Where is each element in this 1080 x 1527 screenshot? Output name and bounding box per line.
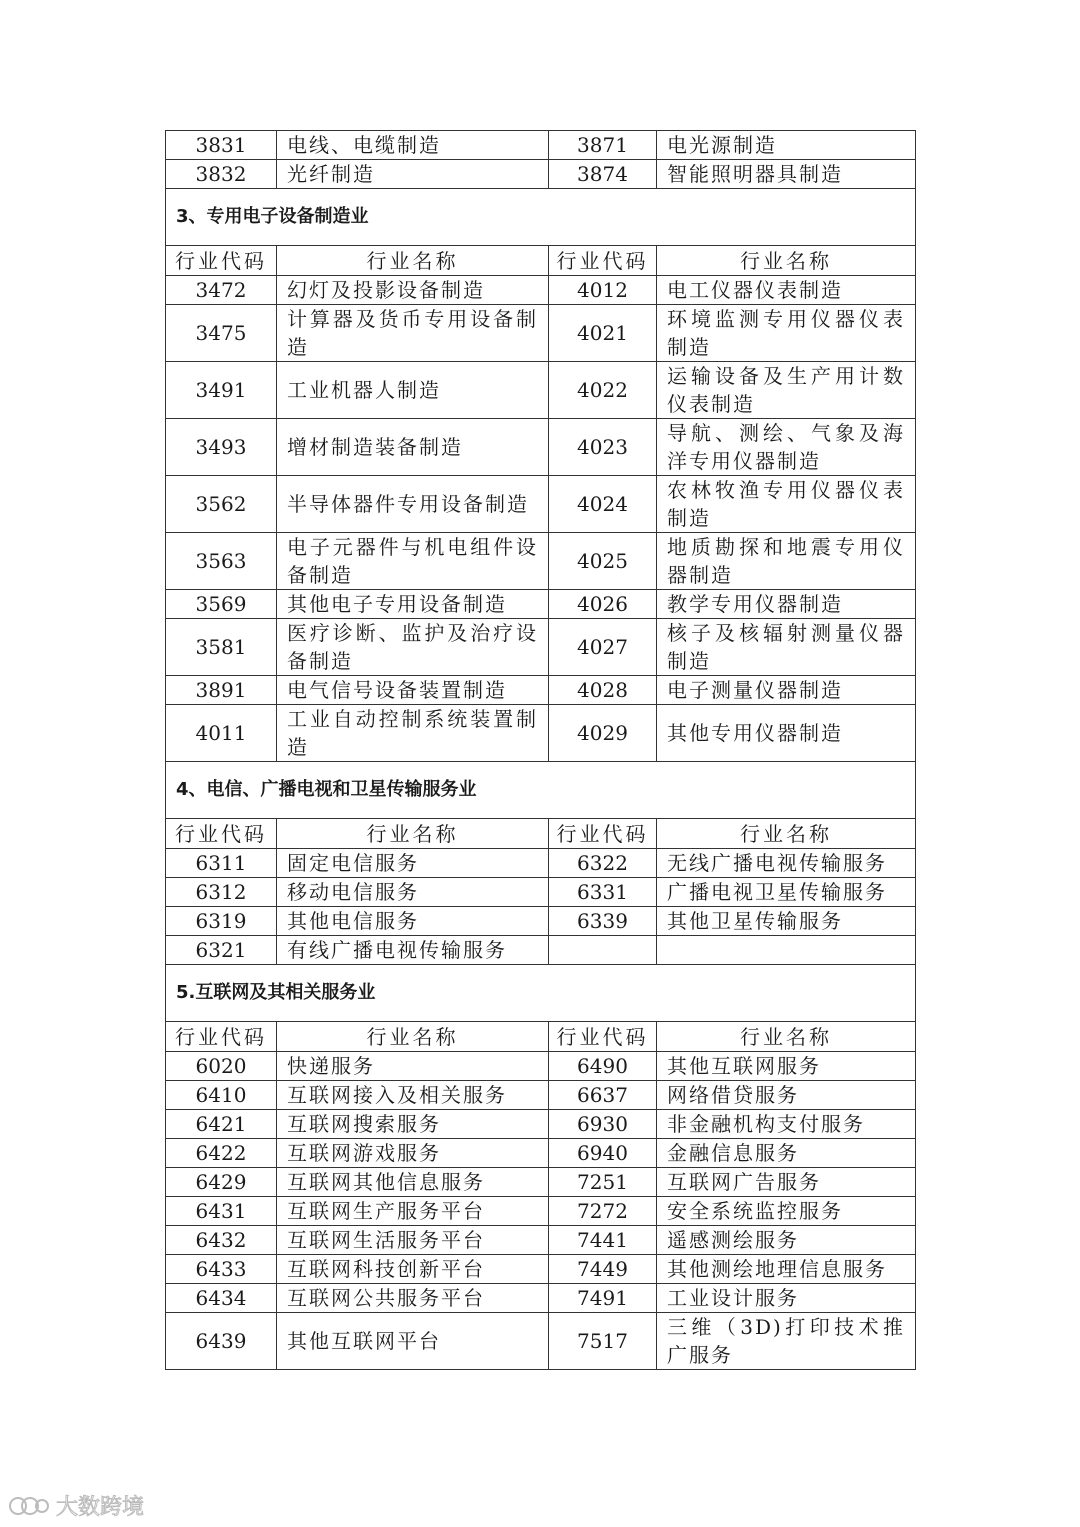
industry-code-cell: 6434: [166, 1284, 277, 1313]
column-header-code: 行业代码: [549, 819, 657, 849]
industry-name-cell: [657, 936, 916, 965]
table-row: [166, 276, 916, 305]
industry-name-cell: 其他电信服务: [277, 907, 549, 936]
industry-name-cell: 农林牧渔专用仪器仪表制造: [657, 476, 916, 533]
column-header-code: 行业代码: [549, 246, 657, 276]
industry-code-cell: 6421: [166, 1110, 277, 1139]
column-header-name: 行业名称: [657, 246, 916, 276]
industry-code-cell: [549, 936, 657, 965]
table-row: [166, 362, 916, 419]
column-header-name: 行业名称: [277, 819, 549, 849]
industry-code-cell: 7449: [549, 1255, 657, 1284]
section-title: 5.互联网及其相关服务业: [166, 965, 916, 1022]
industry-name-cell: 工业机器人制造: [277, 362, 549, 419]
table-header-row: [166, 246, 916, 276]
table-row: [166, 590, 916, 619]
industry-code-cell: 3493: [166, 419, 277, 476]
table-row: [166, 1226, 916, 1255]
industry-name-cell: 电子元器件与机电组件设备制造: [277, 533, 549, 590]
industry-name-cell: 其他卫星传输服务: [657, 907, 916, 936]
industry-name-cell: 无线广播电视传输服务: [657, 849, 916, 878]
column-header-name: 行业名称: [657, 1022, 916, 1052]
industry-code-cell: 6431: [166, 1197, 277, 1226]
industry-name-cell: 电工仪器仪表制造: [657, 276, 916, 305]
table-row: [166, 1052, 916, 1081]
industry-code-cell: 4026: [549, 590, 657, 619]
table-row: [166, 676, 916, 705]
table-header-row: [166, 819, 916, 849]
industry-code-cell: 4022: [549, 362, 657, 419]
industry-code-cell: 3581: [166, 619, 277, 676]
industry-name-cell: 互联网搜索服务: [277, 1110, 549, 1139]
table-row: [166, 1197, 916, 1226]
column-header-code: 行业代码: [549, 1022, 657, 1052]
industry-name-cell: 半导体器件专用设备制造: [277, 476, 549, 533]
table-row: [166, 878, 916, 907]
table-row: [166, 849, 916, 878]
industry-name-cell: 遥感测绘服务: [657, 1226, 916, 1255]
industry-code-cell: 6311: [166, 849, 277, 878]
table-row: [166, 419, 916, 476]
industry-name-cell: 运输设备及生产用计数仪表制造: [657, 362, 916, 419]
industry-code-cell: 6339: [549, 907, 657, 936]
industry-code-cell: 6433: [166, 1255, 277, 1284]
industry-code-cell: 3832: [166, 160, 277, 189]
industry-name-cell: 其他互联网平台: [277, 1313, 549, 1370]
section-title: 3、专用电子设备制造业: [166, 189, 916, 246]
industry-code-cell: 3563: [166, 533, 277, 590]
industry-code-cell: 6429: [166, 1168, 277, 1197]
industry-code-cell: 6637: [549, 1081, 657, 1110]
industry-code-cell: 3891: [166, 676, 277, 705]
industry-name-cell: 幻灯及投影设备制造: [277, 276, 549, 305]
watermark-text: 大数跨境: [56, 1495, 145, 1520]
document-page: [165, 130, 915, 1370]
industry-name-cell: 光纤制造: [277, 160, 549, 189]
industry-code-cell: 4023: [549, 419, 657, 476]
industry-code-cell: 4011: [166, 705, 277, 762]
industry-code-cell: 6422: [166, 1139, 277, 1168]
industry-name-cell: 非金融机构支付服务: [657, 1110, 916, 1139]
industry-name-cell: 电子测量仪器制造: [657, 676, 916, 705]
column-header-name: 行业名称: [657, 819, 916, 849]
industry-name-cell: 互联网接入及相关服务: [277, 1081, 549, 1110]
industry-name-cell: 有线广播电视传输服务: [277, 936, 549, 965]
industry-name-cell: 工业自动控制系统装置制造: [277, 705, 549, 762]
column-header-code: 行业代码: [166, 1022, 277, 1052]
table-row: [166, 533, 916, 590]
industry-name-cell: 地质勘探和地震专用仪器制造: [657, 533, 916, 590]
table-row: [166, 476, 916, 533]
table-row: [166, 1081, 916, 1110]
table-row: [166, 131, 916, 160]
industry-name-cell: 金融信息服务: [657, 1139, 916, 1168]
table-row: [166, 907, 916, 936]
industry-name-cell: 环境监测专用仪器仪表制造: [657, 305, 916, 362]
industry-name-cell: 其他互联网服务: [657, 1052, 916, 1081]
table-row: [166, 1168, 916, 1197]
industry-name-cell: 其他电子专用设备制造: [277, 590, 549, 619]
table-row: [166, 1284, 916, 1313]
industry-code-cell: 3472: [166, 276, 277, 305]
industry-name-cell: 电光源制造: [657, 131, 916, 160]
section-title-row: [166, 965, 916, 1022]
industry-code-cell: 7491: [549, 1284, 657, 1313]
industry-code-cell: 7441: [549, 1226, 657, 1255]
industry-code-cell: 6312: [166, 878, 277, 907]
industry-code-cell: 4025: [549, 533, 657, 590]
industry-name-cell: 其他专用仪器制造: [657, 705, 916, 762]
industry-code-cell: 4028: [549, 676, 657, 705]
industry-code-cell: 4012: [549, 276, 657, 305]
table-row: [166, 619, 916, 676]
industry-name-cell: 互联网游戏服务: [277, 1139, 549, 1168]
industry-code-cell: 4021: [549, 305, 657, 362]
industry-name-cell: 互联网生活服务平台: [277, 1226, 549, 1255]
industry-code-cell: 4024: [549, 476, 657, 533]
table-header-row: [166, 1022, 916, 1052]
industry-name-cell: 固定电信服务: [277, 849, 549, 878]
table-row: [166, 305, 916, 362]
industry-name-cell: 核子及核辐射测量仪器制造: [657, 619, 916, 676]
table-row: [166, 1139, 916, 1168]
industry-name-cell: 广播电视卫星传输服务: [657, 878, 916, 907]
table-row: [166, 1110, 916, 1139]
industry-name-cell: 三维（3D)打印技术推广服务: [657, 1313, 916, 1370]
industry-name-cell: 互联网生产服务平台: [277, 1197, 549, 1226]
table-row: [166, 1313, 916, 1370]
industry-code-cell: 4029: [549, 705, 657, 762]
industry-code-cell: 7272: [549, 1197, 657, 1226]
column-header-name: 行业名称: [277, 246, 549, 276]
table-body: [166, 131, 916, 1370]
industry-code-cell: 6410: [166, 1081, 277, 1110]
industry-name-cell: 导航、测绘、气象及海洋专用仪器制造: [657, 419, 916, 476]
watermark: [8, 1490, 144, 1521]
column-header-code: 行业代码: [166, 246, 277, 276]
industry-name-cell: 互联网其他信息服务: [277, 1168, 549, 1197]
industry-name-cell: 快递服务: [277, 1052, 549, 1081]
industry-code-cell: 3562: [166, 476, 277, 533]
industry-code-cell: 3491: [166, 362, 277, 419]
industry-code-cell: 3831: [166, 131, 277, 160]
industry-name-cell: 互联网公共服务平台: [277, 1284, 549, 1313]
table-row: [166, 1255, 916, 1284]
industry-code-cell: 6020: [166, 1052, 277, 1081]
industry-name-cell: 工业设计服务: [657, 1284, 916, 1313]
industry-name-cell: 医疗诊断、监护及治疗设备制造: [277, 619, 549, 676]
industry-code-cell: 3475: [166, 305, 277, 362]
industry-code-cell: 6432: [166, 1226, 277, 1255]
industry-code-cell: 6930: [549, 1110, 657, 1139]
industry-name-cell: 移动电信服务: [277, 878, 549, 907]
section-title: 4、电信、广播电视和卫星传输服务业: [166, 762, 916, 819]
table-row: [166, 160, 916, 189]
industry-code-cell: 7517: [549, 1313, 657, 1370]
industry-name-cell: 电线、电缆制造: [277, 131, 549, 160]
column-header-code: 行业代码: [166, 819, 277, 849]
industry-code-cell: 6940: [549, 1139, 657, 1168]
industry-code-table: [165, 130, 916, 1370]
industry-code-cell: 6319: [166, 907, 277, 936]
industry-code-cell: 6322: [549, 849, 657, 878]
industry-code-cell: 6331: [549, 878, 657, 907]
industry-name-cell: 网络借贷服务: [657, 1081, 916, 1110]
industry-name-cell: 智能照明器具制造: [657, 160, 916, 189]
section-title-row: [166, 762, 916, 819]
industry-code-cell: 3874: [549, 160, 657, 189]
industry-code-cell: 4027: [549, 619, 657, 676]
industry-name-cell: 互联网广告服务: [657, 1168, 916, 1197]
industry-name-cell: 互联网科技创新平台: [277, 1255, 549, 1284]
industry-code-cell: 6439: [166, 1313, 277, 1370]
column-header-name: 行业名称: [277, 1022, 549, 1052]
industry-code-cell: 3871: [549, 131, 657, 160]
industry-code-cell: 6490: [549, 1052, 657, 1081]
industry-code-cell: 6321: [166, 936, 277, 965]
industry-name-cell: 其他测绘地理信息服务: [657, 1255, 916, 1284]
industry-code-cell: 7251: [549, 1168, 657, 1197]
table-row: [166, 705, 916, 762]
industry-name-cell: 电气信号设备装置制造: [277, 676, 549, 705]
section-title-row: [166, 189, 916, 246]
watermark-logo-icon: [8, 1493, 50, 1519]
industry-name-cell: 安全系统监控服务: [657, 1197, 916, 1226]
table-row: [166, 936, 916, 965]
industry-code-cell: 3569: [166, 590, 277, 619]
industry-name-cell: 教学专用仪器制造: [657, 590, 916, 619]
industry-name-cell: 增材制造装备制造: [277, 419, 549, 476]
industry-name-cell: 计算器及货币专用设备制造: [277, 305, 549, 362]
